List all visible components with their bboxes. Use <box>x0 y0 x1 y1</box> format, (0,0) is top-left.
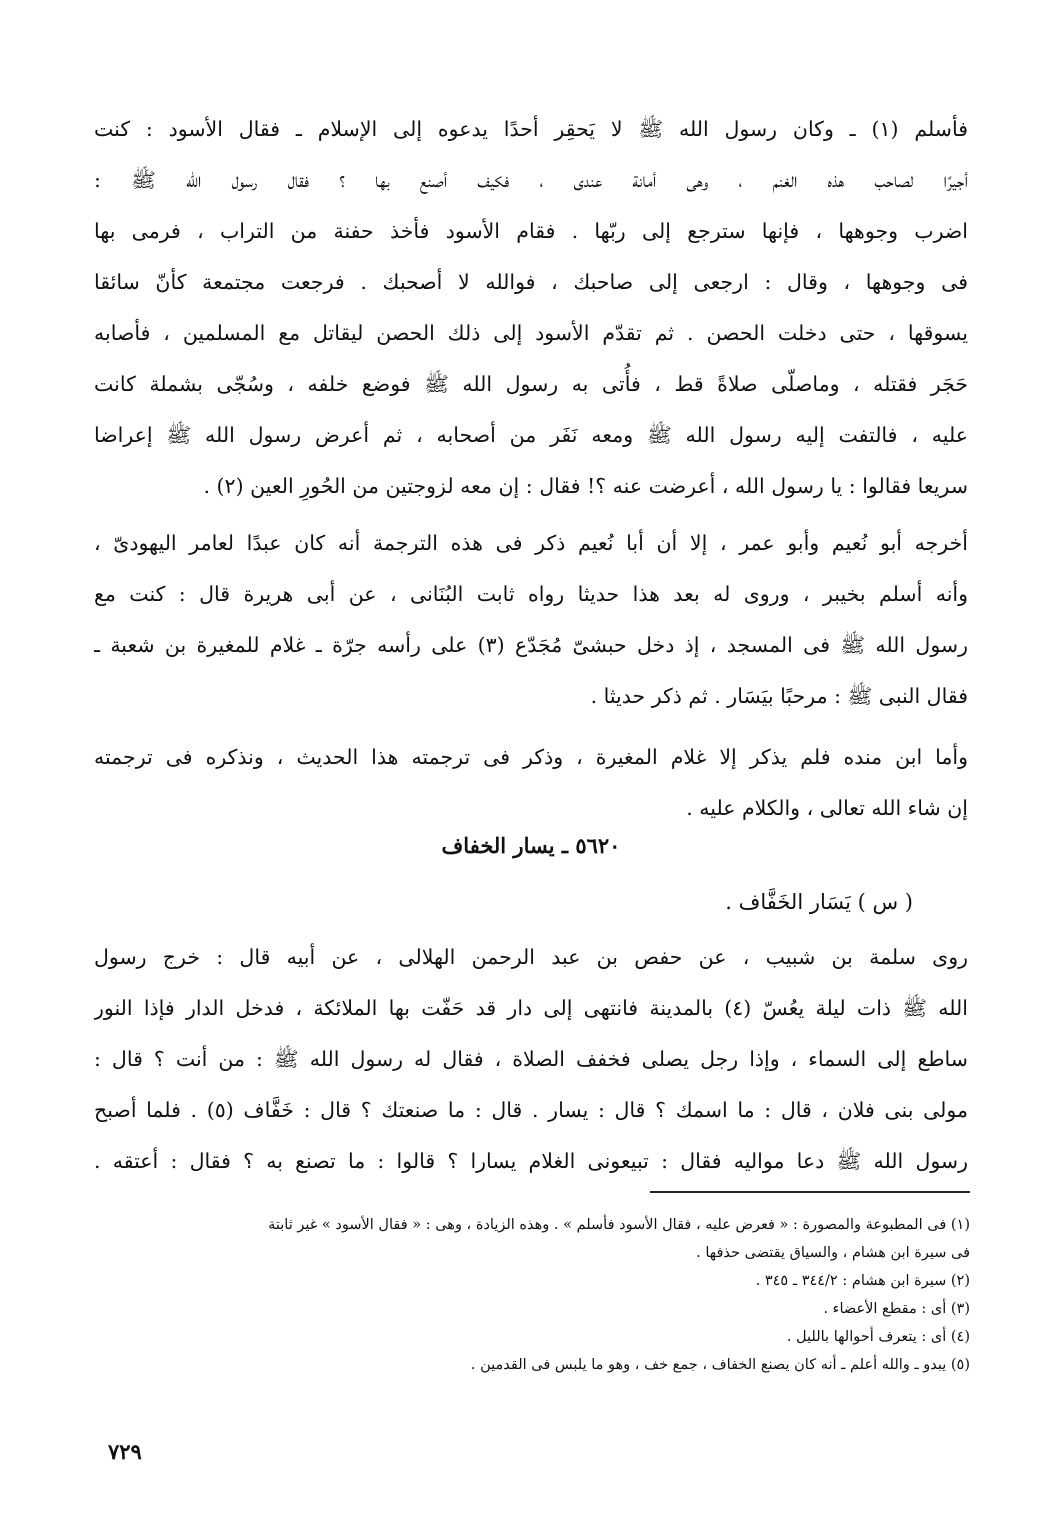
text-line: فأسلم (١) ـ وكان رسول الله ﷺ لا يَحقِر أحدًا يدعوه إلى الإسلام ـ فقال الأسود : كنت <box>94 117 968 141</box>
entry-heading: ٥٦٢٠ ـ يسار الخفاف <box>441 833 621 858</box>
text-line: فقال النبى ﷺ : مرحبًا بيَسَار . ثم ذكر حديثا . <box>590 684 968 708</box>
footnote-divider <box>650 1191 970 1193</box>
page-number: ٧٢٩ <box>108 1439 142 1464</box>
text-line: وأنه أسلم بخيبر ، وروى له بعد هذا حديثا رواه ثابت البُنَانى ، عن أبى هريرة قال : كنت مع <box>94 582 968 606</box>
text-line: فى وجوهها ، وقال : ارجعى إلى صاحبك ، فوالله لا أصحبك . فرجعت مجتمعة كأنّ سائقا <box>94 270 968 294</box>
text-line: عليه ، فالتفت إليه رسول الله ﷺ ومعه نَفَر من أصحابه ، ثم أعرض رسول الله ﷺ إعراضا <box>94 423 968 447</box>
paragraph-sources <box>94 518 968 722</box>
text-line: رسول الله ﷺ فى المسجد ، إذ دخل حبشىّ مُجَدّع (٣) على رأسه جرّة ـ غلام للمغيرة بن شعبة ـ <box>94 633 968 657</box>
paragraph-entry-body <box>94 932 968 1187</box>
footnote-1-continued: فى سيرة ابن هشام ، والسياق يقتضى حذفها . <box>696 1245 970 1261</box>
text-line: أجيرًا لصاحب هذه الغنم ، وهى أمانة عندى ، فكيف أصنع بها ؟ فقال رسول الله ﷺ : <box>94 168 968 192</box>
text-line: حَجَر فقتله ، وماصلّى صلاةً قط ، فأُتى به رسول الله ﷺ فوضع خلفه ، وسُجّى بشملة كانت <box>94 372 968 396</box>
text-line: إن شاء الله تعالى ، والكلام عليه . <box>686 796 968 820</box>
footnote-5: (٥) يبدو ـ والله أعلم ـ أنه كان يصنع الخفاف ، جمع خف ، وهو ما يلبس فى القدمين . <box>470 1357 970 1373</box>
text-line: وأما ابن منده فلم يذكر إلا غلام المغيرة ، وذكر فى ترجمته هذا الحديث ، ونذكره فى ترجمته <box>94 745 968 769</box>
footnote-1: (١) فى المطبوعة والمصورة : « فعرض عليه ، فقال الأسود فأسلم » . وهذه الزيادة ، وهى : « فقال الأسود » غير ثابتة <box>268 1217 970 1233</box>
text-line: رسول الله ﷺ دعا مواليه فقال : تبيعونى الغلام يسارا ؟ قالوا : ما تصنع به ؟ فقال : أعتقه . <box>94 1149 968 1173</box>
footnotes <box>96 1211 970 1379</box>
text-line: الله ﷺ ذات ليلة يعُسّ (٤) بالمدينة فانتهى إلى دار قد حَفّت بها الملائكة ، فدخل الدار فإذا النور <box>94 996 968 1020</box>
text-line: أخرجه أبو نُعيم وأبو عمر ، إلا أن أبا نُعيم ذكر فى هذه الترجمة أنه كان عبدًا لعامر اليهودىّ ، <box>94 531 968 555</box>
text-line: سريعا فقالوا : يا رسول الله ، أعرضت عنه ؟! فقال : إن معه لزوجتين من الحُورِ العين (٢) . <box>203 474 968 498</box>
footnote-2: (٢) سيرة ابن هشام : ٣٤٤/٢ ـ ٣٤٥ . <box>755 1273 970 1289</box>
text-line: اضرب وجوهها ، فإنها سترجع إلى ربّها . فقام الأسود فأخذ حفنة من التراب ، فرمى بها <box>94 219 968 243</box>
text-line: يسوقها ، حتى دخلت الحصن . ثم تقدّم الأسود إلى ذلك الحصن ليقاتل مع المسلمين ، فأصابه <box>94 321 968 345</box>
entry-code-line: ( س ) يَسَار الخَفَّاف . <box>725 890 913 914</box>
footnote-4: (٤) أى : يتعرف أحوالها بالليل . <box>786 1329 970 1345</box>
paragraph-ibn-mandah <box>94 732 968 834</box>
text-line: روى سلمة بن شبيب ، عن حفص بن عبد الرحمن الهلالى ، عن أبيه قال : خرج رسول <box>94 945 968 969</box>
paragraph-narrative <box>94 104 968 512</box>
text-line: مولى بنى فلان ، قال : ما اسمك ؟ قال : يسار . قال : ما صنعتك ؟ قال : خَفَّاف (٥) . فلما أصبح <box>94 1098 968 1122</box>
footnote-3: (٣) أى : مقطع الأعضاء . <box>823 1301 970 1317</box>
text-line: ساطع إلى السماء ، وإذا رجل يصلى فخفف الصلاة ، فقال له رسول الله ﷺ : من أنت ؟ قال : <box>94 1047 968 1071</box>
